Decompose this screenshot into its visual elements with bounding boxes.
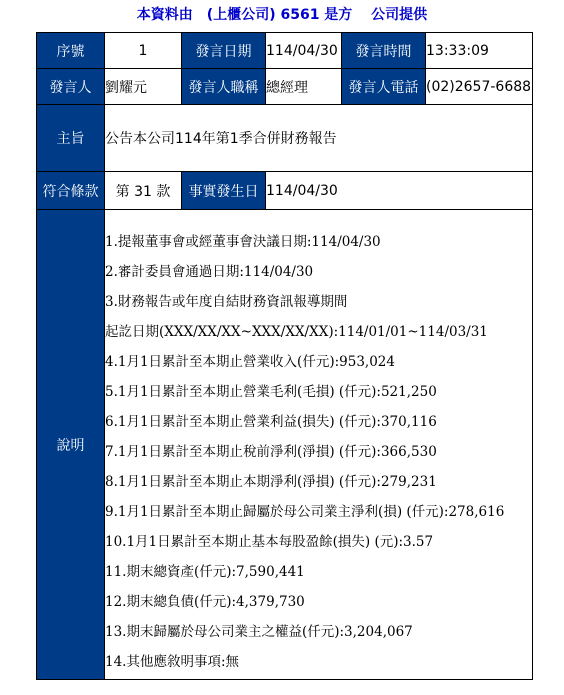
description-label: 說明 <box>37 210 105 680</box>
speaker-label: 發言人 <box>37 69 105 105</box>
description-line: 起訖日期(XXX/XX/XX~XXX/XX/XX):114/01/01~114/03/31 <box>105 323 488 340</box>
seq-value: 1 <box>105 33 182 69</box>
speaker-value: 劉耀元 <box>105 69 182 105</box>
description-line: 10.1月1日累計至本期止基本每股盈餘(損失) (元):3.57 <box>105 533 434 550</box>
speaker-phone-label: 發言人電話 <box>342 69 426 105</box>
speaker-title-value: 總經理 <box>266 69 342 105</box>
subject-value: 公告本公司114年第1季合併財務報告 <box>105 105 533 172</box>
description-line: 2.審計委員會通過日期:114/04/30 <box>105 263 314 280</box>
description-line: 14.其他應敘明事項:無 <box>105 653 240 670</box>
table-row-seq <box>37 33 533 69</box>
description-line: 13.期末歸屬於母公司業主之權益(仟元):3,204,067 <box>105 623 413 640</box>
description-line: 8.1月1日累計至本期止本期淨利(淨損) (仟元):279,231 <box>105 473 437 490</box>
speaker-phone-value: (02)2657-6688 <box>426 69 533 105</box>
clause-label: 符合條款 <box>37 172 105 210</box>
description-line: 1.提報董事會或經董事會決議日期:114/04/30 <box>105 233 381 250</box>
date-label: 發言日期 <box>182 33 266 69</box>
table-row-clause <box>37 172 533 210</box>
description-line: 5.1月1日累計至本期止營業毛利(毛損) (仟元):521,250 <box>105 383 437 400</box>
clause-value: 第 31 款 <box>105 172 182 210</box>
seq-label: 序號 <box>37 33 105 69</box>
description-line: 9.1月1日累計至本期止歸屬於母公司業主淨利(損) (仟元):278,616 <box>105 503 505 520</box>
event-date-value: 114/04/30 <box>266 172 533 210</box>
table-row-speaker <box>37 69 533 105</box>
time-label: 發言時間 <box>342 33 426 69</box>
announcement-table <box>36 32 533 680</box>
description-line: 11.期末總資產(仟元):7,590,441 <box>105 563 305 580</box>
subject-label: 主旨 <box>37 105 105 172</box>
table-row-description <box>37 210 533 680</box>
table-row-subject <box>37 105 533 172</box>
page-header-title: 本資料由 (上櫃公司) 6561 是方 公司提供 <box>136 7 428 23</box>
time-value: 13:33:09 <box>426 33 533 69</box>
description-line: 3.財務報告或年度自結財務資訊報導期間 <box>105 293 348 310</box>
speaker-title-label: 發言人職稱 <box>182 69 266 105</box>
description-line: 4.1月1日累計至本期止營業收入(仟元):953,024 <box>105 353 395 370</box>
description-line: 6.1月1日累計至本期止營業利益(損失) (仟元):370,116 <box>105 413 437 430</box>
description-content <box>105 210 533 680</box>
date-value: 114/04/30 <box>266 33 342 69</box>
description-line: 12.期末總負債(仟元):4,379,730 <box>105 593 305 610</box>
description-line: 7.1月1日累計至本期止稅前淨利(淨損) (仟元):366,530 <box>105 443 437 460</box>
event-date-label: 事實發生日 <box>182 172 266 210</box>
